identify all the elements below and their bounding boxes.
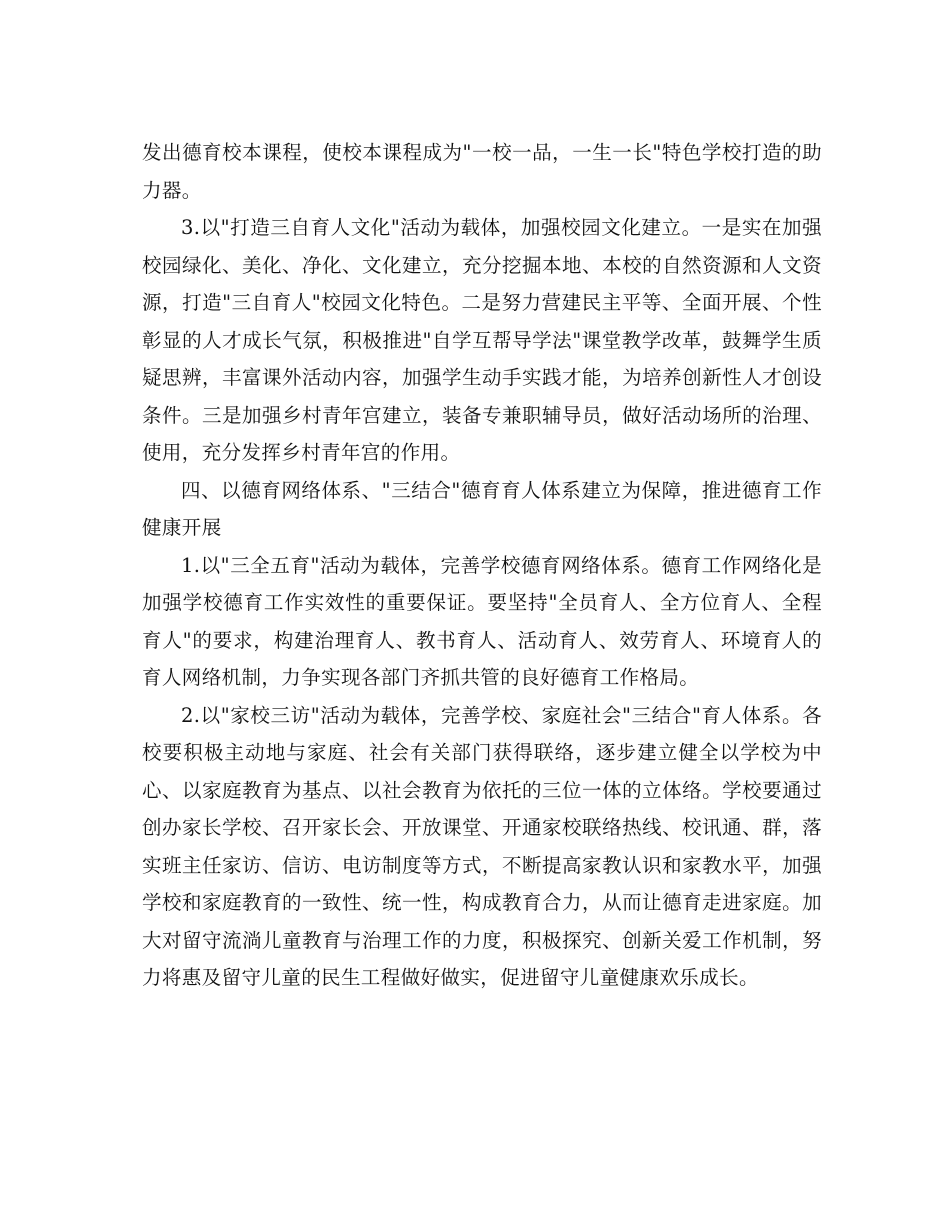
paragraph-campus-culture: 3.以"打造三自育人文化"活动为载体，加强校园文化建立。一是实在加强校园绿化、美化、净化、文化建立，充分挖掘本地、本校的自然资源和人文资源，打造"三自育人"校园文化特色。二是努力营建民主平等、全面开展、个性彰显的人才成长气氛，积极推进"自学互帮导学法"课堂教学改革，鼓舞学生质疑思辨，丰富课外活动内容，加强学生动手实践才能，为培养创新性人才创设条件。三是加强乡村青年宫建立，装备专兼职辅导员，做好活动场所的治理、使用，充分发挥乡村青年宫的作用。 xyxy=(142,216,822,464)
paragraph-continuation: 发出德育校本课程，使校本课程成为"一校一品，一生一长"特色学校打造的助力器。 xyxy=(142,141,822,202)
document-page xyxy=(142,134,822,997)
paragraph-moral-network: 1.以"三全五育"活动为载体，完善学校德育网络体系。德育工作网络化是加强学校德育工作实效性的重要保证。要坚持"全员育人、全方位育人、全程育人"的要求，构建治理育人、教书育人、活动育人、效劳育人、环境育人的育人网络机制，力争实现各部门齐抓共管的良好德育工作格局。 xyxy=(142,553,822,689)
paragraph-home-school: 2.以"家校三访"活动为载体，完善学校、家庭社会"三结合"育人体系。各校要积极主动地与家庭、社会有关部门获得联络，逐步建立健全以学校为中心、以家庭教育为基点、以社会教育为依托的三位一体的立体络。学校要通过创办家长学校、召开家长会、开放课堂、开通家校联络热线、校讯通、群，落实班主任家访、信访、电访制度等方式，不断提高家教认识和家教水平，加强学校和家庭教育的一致性、统一性，构成教育合力，从而让德育走进家庭。加大对留守流淌儿童教育与治理工作的力度，积极探究、创新关爱工作机制，努力将惠及留守儿童的民生工程做好做实，促进留守儿童健康欢乐成长。 xyxy=(142,703,822,989)
section-heading-four: 四、以德育网络体系、"三结合"德育育人体系建立为保障，推进德育工作健康开展 xyxy=(142,478,822,539)
